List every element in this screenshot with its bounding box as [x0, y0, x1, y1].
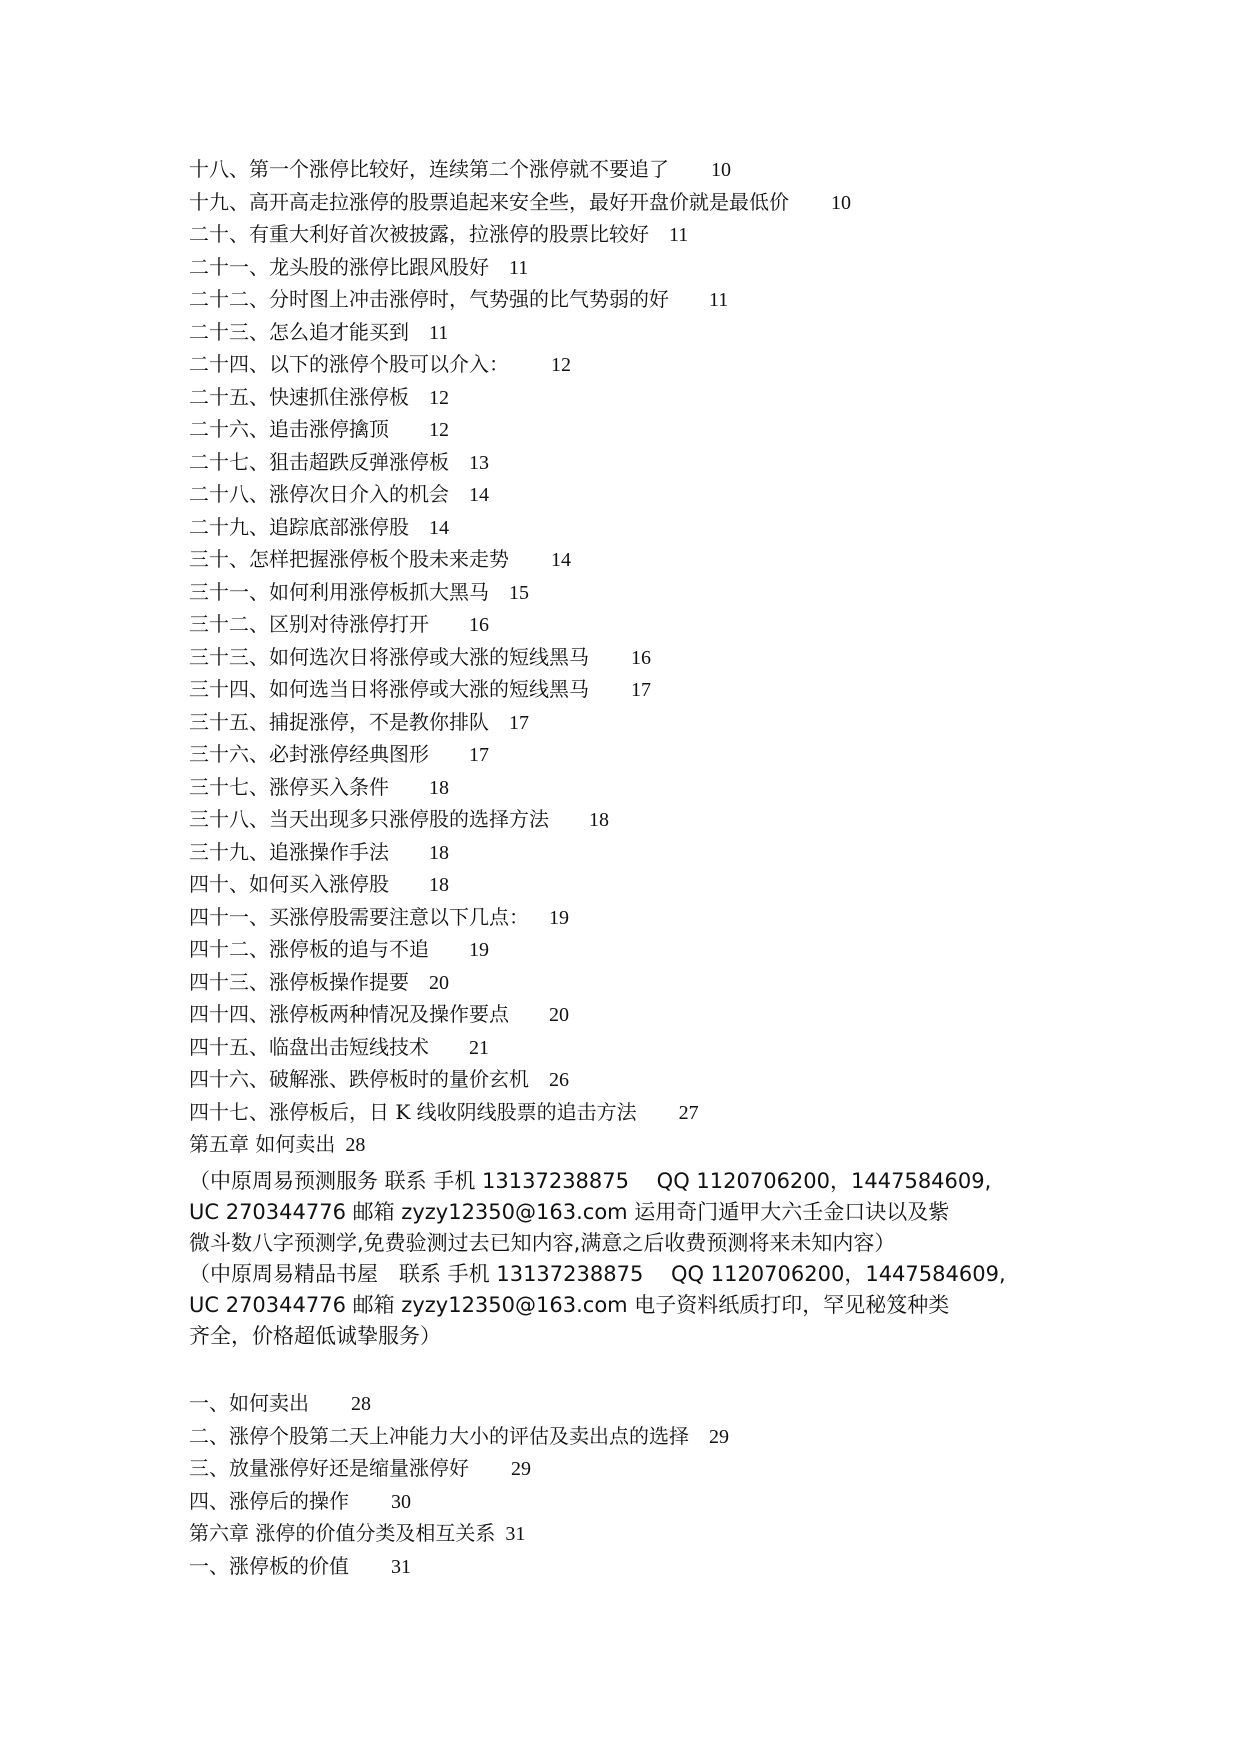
toc-entry-title: 四十三、涨停板操作提要 [189, 969, 409, 994]
toc-entry-page: 20 [429, 971, 449, 994]
toc-entry-page: 14 [469, 484, 489, 506]
toc-entry-title: 三十一、如何利用涨停板抓大黑马 [189, 579, 489, 604]
toc-entry [189, 251, 1089, 284]
toc-entry-page: 17 [509, 711, 529, 734]
toc-entry [189, 186, 1089, 219]
toc-entry [189, 1550, 1089, 1583]
toc-entry [189, 1031, 1089, 1064]
toc-entry-title: 四、涨停后的操作 [189, 1488, 349, 1513]
toc-entry-page: 30 [391, 1490, 411, 1513]
toc-entry-page: 20 [549, 1004, 569, 1026]
toc-entry-page: 11 [669, 224, 689, 246]
toc-entry-title: 二十、有重大利好首次被披露，拉涨停的股票比较好 [189, 222, 649, 246]
toc-entry-title: 十八、第一个涨停比较好，连续第二个涨停就不要追了 [189, 157, 669, 181]
toc-entry-title: 三、放量涨停好还是缩量涨停好 [189, 1456, 469, 1480]
toc-entry-title: 四十四、涨停板两种情况及操作要点 [189, 1002, 509, 1026]
service-notice-2 [189, 1259, 1049, 1352]
toc-entry [189, 413, 1089, 446]
toc-entry [189, 771, 1089, 804]
toc-entry [189, 543, 1089, 576]
toc-entry-page: 11 [429, 321, 449, 344]
toc-entry-title: 第五章 如何卖出 [189, 1132, 336, 1156]
toc-entry [189, 381, 1089, 414]
toc-entry-title: 三十三、如何选次日将涨停或大涨的短线黑马 [189, 644, 589, 669]
toc-entry-title: 四十五、临盘出击短线技术 [189, 1034, 429, 1059]
toc-entry [189, 998, 1089, 1031]
service-notice-1 [189, 1166, 1049, 1259]
toc-entry-title: 三十八、当天出现多只涨停股的选择方法 [189, 807, 549, 831]
toc-entry-page: 14 [551, 549, 571, 571]
toc-entry-title: 二十二、分时图上冲击涨停时，气势强的比气势弱的好 [189, 287, 669, 311]
toc-entry-title: 二十五、快速抓住涨停板 [189, 384, 409, 409]
toc-entry-title: 二、涨停个股第二天上冲能力大小的评估及卖出点的选择 [189, 1423, 689, 1448]
toc-entry [189, 706, 1089, 739]
toc-chapter-heading [189, 1517, 1089, 1550]
toc-entry-title: 第六章 涨停的价值分类及相互关系 [189, 1521, 496, 1545]
toc-entry-page: 12 [429, 419, 449, 441]
toc-entry-title: 三十二、区别对待涨停打开 [189, 612, 429, 636]
toc-entry [189, 1096, 1089, 1129]
table-of-contents-bottom [189, 1387, 1089, 1582]
toc-entry [189, 803, 1089, 836]
toc-entry-page: 29 [709, 1425, 729, 1448]
table-of-contents-top [189, 153, 1089, 1161]
toc-entry [189, 316, 1089, 349]
toc-entry-page: 27 [678, 1101, 699, 1124]
toc-entry-page: 18 [429, 841, 449, 864]
toc-entry-title: 四十、如何买入涨停股 [189, 872, 389, 896]
toc-entry [189, 1063, 1089, 1096]
toc-entry [189, 511, 1089, 544]
toc-entry-title: 二十八、涨停次日介入的机会 [189, 482, 449, 506]
toc-entry [189, 478, 1089, 511]
toc-entry [189, 868, 1089, 901]
toc-entry-page: 17 [469, 744, 489, 766]
toc-entry-page: 10 [711, 159, 731, 181]
toc-entry-title: 三十九、追涨操作手法 [189, 839, 389, 864]
toc-entry-title: 四十六、破解涨、跌停板时的量价玄机 [189, 1067, 529, 1091]
toc-entry [189, 836, 1089, 869]
toc-entry-title: 二十四、以下的涨停个股可以介入： [189, 352, 509, 376]
toc-entry-title: 四十二、涨停板的追与不追 [189, 937, 429, 961]
toc-entry-title: 四十一、买涨停股需要注意以下几点： [189, 904, 529, 929]
notice-line: 齐全，价格超低诚挚服务） [189, 1324, 441, 1348]
toc-entry-title: 四十七、涨停板后，日 K 线收阴线股票的追击方法 [189, 1099, 637, 1124]
toc-entry-title: 一、涨停板的价值 [189, 1553, 349, 1578]
toc-entry-page: 13 [469, 451, 489, 474]
toc-entry-title: 二十七、狙击超跌反弹涨停板 [189, 449, 449, 474]
toc-entry-page: 14 [429, 516, 449, 539]
toc-entry [189, 1485, 1089, 1518]
toc-entry-page: 16 [469, 614, 489, 636]
toc-entry-page: 12 [551, 354, 571, 376]
toc-entry-title: 一、如何卖出 [189, 1391, 309, 1415]
toc-entry-page: 16 [631, 646, 651, 669]
toc-entry-title: 三十四、如何选当日将涨停或大涨的短线黑马 [189, 677, 589, 701]
notice-line: UC 270344776 邮箱 zyzy12350@163.com 电子资料纸质打印，罕见秘笈种类 [189, 1293, 950, 1317]
toc-entry [189, 901, 1089, 934]
notice-line: 微斗数八字预测学,免费验测过去已知内容,满意之后收费预测将来未知内容） [189, 1231, 896, 1255]
toc-entry [189, 673, 1089, 706]
toc-entry-page: 10 [831, 191, 851, 214]
toc-entry-page: 21 [469, 1036, 489, 1059]
notice-line: （中原周易精品书屋 联系 手机 13137238875 QQ 1120706200，1447584609, [189, 1262, 1006, 1286]
toc-entry-title: 二十一、龙头股的涨停比跟风股好 [189, 254, 489, 279]
toc-entry [189, 641, 1089, 674]
toc-entry-page: 11 [509, 256, 529, 279]
toc-entry-page: 18 [589, 809, 609, 831]
toc-entry-title: 十九、高开高走拉涨停的股票追起来安全些，最好开盘价就是最低价 [189, 189, 789, 214]
toc-entry-page: 18 [429, 874, 449, 896]
toc-entry [189, 1452, 1089, 1485]
toc-entry-page: 29 [511, 1458, 531, 1480]
toc-entry-title: 三十七、涨停买入条件 [189, 774, 389, 799]
notice-line: UC 270344776 邮箱 zyzy12350@163.com 运用奇门遁甲大六壬金口诀以及紫 [189, 1200, 950, 1224]
toc-entry [189, 933, 1089, 966]
toc-chapter-heading [189, 1128, 1089, 1161]
toc-entry-page: 17 [631, 679, 651, 701]
toc-entry [189, 1387, 1089, 1420]
toc-entry-page: 15 [509, 581, 529, 604]
toc-entry [189, 283, 1089, 316]
toc-entry-title: 二十三、怎么追才能买到 [189, 319, 409, 344]
toc-entry-title: 二十九、追踪底部涨停股 [189, 514, 409, 539]
toc-entry [189, 1420, 1089, 1453]
toc-entry-page: 19 [469, 939, 489, 961]
toc-entry [189, 153, 1089, 186]
toc-entry [189, 446, 1089, 479]
toc-entry-page: 18 [429, 776, 449, 799]
toc-entry-page: 26 [549, 1069, 569, 1091]
toc-entry-page: 31 [505, 1523, 526, 1545]
toc-entry-page: 11 [709, 289, 729, 311]
toc-entry-page: 28 [351, 1393, 371, 1415]
toc-entry [189, 738, 1089, 771]
toc-entry-title: 三十五、捕捉涨停，不是教你排队 [189, 709, 489, 734]
toc-entry-page: 19 [549, 906, 569, 929]
toc-entry [189, 966, 1089, 999]
toc-entry [189, 576, 1089, 609]
notice-line: （中原周易预测服务 联系 手机 13137238875 QQ 1120706200，1447584609, [189, 1169, 992, 1193]
toc-entry-title: 三十、怎样把握涨停板个股未来走势 [189, 547, 509, 571]
toc-entry-page: 28 [345, 1134, 366, 1156]
toc-entry-title: 三十六、必封涨停经典图形 [189, 742, 429, 766]
toc-entry-page: 12 [429, 386, 449, 409]
toc-entry [189, 218, 1089, 251]
toc-entry-page: 31 [391, 1555, 411, 1578]
toc-entry [189, 348, 1089, 381]
toc-entry-title: 二十六、追击涨停擒顶 [189, 417, 389, 441]
toc-entry [189, 608, 1089, 641]
